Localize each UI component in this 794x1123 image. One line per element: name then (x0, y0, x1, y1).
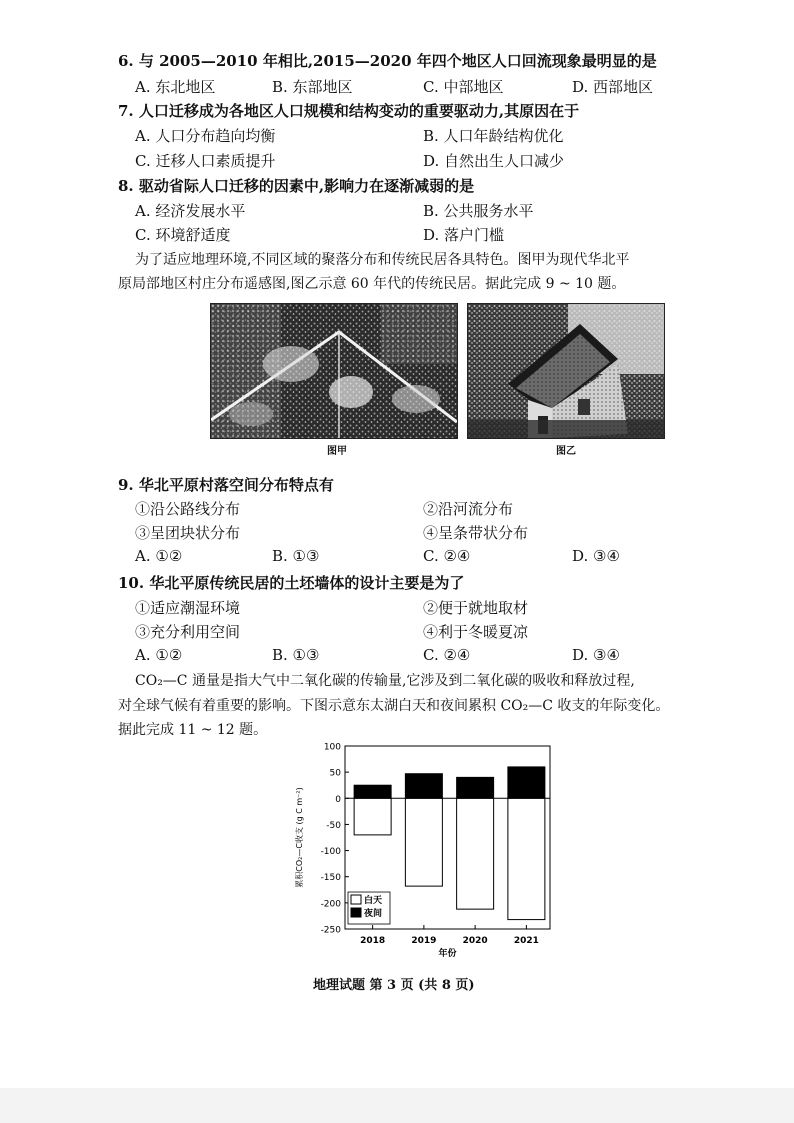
bar-夜间-2018 (354, 785, 391, 798)
figure-yi-caption: 图乙 (556, 446, 576, 457)
co2-flux-bar-chart (290, 738, 570, 970)
q10-stem: 10. 华北平原传统民居的土坯墙体的设计主要是为了 (118, 574, 465, 592)
q10-item-2: ②便于就地取材 (423, 599, 529, 617)
y-axis-label: 累积CO₂—C收支 (g C m⁻²) (295, 787, 304, 888)
q9-item-1: ①沿公路线分布 (135, 500, 241, 518)
y-tick-label: -50 (326, 820, 341, 831)
x-tick-label: 2018 (360, 936, 386, 946)
q6-option-a: A. 东北地区 (135, 78, 216, 96)
legend-swatch-白天 (351, 895, 361, 904)
q10-option-c: C. ②④ (423, 646, 471, 664)
bar-夜间-2021 (508, 767, 545, 798)
legend-label: 白天 (364, 896, 383, 907)
bar-夜间-2020 (457, 777, 494, 798)
figure-jia-caption: 图甲 (327, 446, 347, 457)
intro-11-12-line1: CO₂—C 通量是指大气中二氧化碳的传输量,它涉及到二氧化碳的吸收和释放过程, (135, 673, 635, 689)
bar-白天-2018 (354, 798, 391, 835)
q7-stem: 7. 人口迁移成为各地区人口规模和结构变动的重要驱动力,其原因在于 (118, 102, 580, 120)
q7-option-c: C. 迁移人口素质提升 (135, 152, 276, 170)
q8-option-a: A. 经济发展水平 (135, 202, 246, 220)
x-tick-label: 2020 (462, 936, 488, 946)
legend-swatch-夜间 (351, 908, 361, 917)
intro-9-10-line2: 原局部地区村庄分布遥感图,图乙示意 60 年代的传统民居。据此完成 9 ~ 10 题。 (118, 276, 626, 292)
intro-11-12-line2: 对全球气候有着重要的影响。下图示意东太湖白天和夜间累积 CO₂—C 收支的年际变化。 (118, 698, 670, 714)
q6-option-d: D. 西部地区 (572, 78, 654, 96)
q10-option-a: A. ①② (135, 646, 183, 664)
y-tick-label: 50 (329, 768, 341, 779)
bar-白天-2019 (405, 798, 442, 886)
q10-option-d: D. ③④ (572, 646, 620, 664)
y-tick-label: 0 (335, 794, 341, 805)
q10-item-3: ③充分利用空间 (135, 623, 241, 641)
q10-option-b: B. ①③ (272, 646, 320, 664)
bar-夜间-2019 (405, 774, 442, 799)
x-tick-label: 2019 (411, 936, 437, 946)
y-tick-label: -100 (320, 847, 341, 858)
q9-item-3: ③呈团块状分布 (135, 524, 241, 542)
y-tick-label: -200 (320, 899, 341, 910)
y-tick-label: -250 (320, 925, 341, 936)
q7-option-b: B. 人口年龄结构优化 (423, 127, 564, 145)
x-tick-label: 2021 (513, 936, 539, 946)
q9-stem: 9. 华北平原村落空间分布特点有 (118, 476, 334, 494)
q9-item-2: ②沿河流分布 (423, 500, 514, 518)
page-footer: 地理试题 第 3 页 (共 8 页) (313, 978, 475, 993)
q10-item-1: ①适应潮湿环境 (135, 599, 241, 617)
q7-option-d: D. 自然出生人口减少 (423, 152, 565, 170)
q7-option-a: A. 人口分布趋向均衡 (135, 127, 276, 145)
figure-jia-satellite-image (210, 303, 458, 439)
q9-item-4: ④呈条带状分布 (423, 524, 529, 542)
q6-option-c: C. 中部地区 (423, 78, 504, 96)
q9-option-a: A. ①② (135, 547, 183, 565)
intro-9-10-line1: 为了适应地理环境,不同区域的聚落分布和传统民居各具特色。图甲为现代华北平 (135, 252, 630, 268)
figure-yi-traditional-house-photo (467, 303, 665, 439)
q6-stem: 6. 与 2005—2010 年相比,2015—2020 年四个地区人口回流现象最明显的是 (118, 52, 657, 70)
q8-option-c: C. 环境舒适度 (135, 226, 231, 244)
q9-option-d: D. ③④ (572, 547, 620, 565)
y-tick-label: 100 (323, 742, 341, 753)
q6-option-b: B. 东部地区 (272, 78, 353, 96)
intro-11-12-line3: 据此完成 11 ~ 12 题。 (118, 722, 268, 738)
bottom-margin-band (0, 1088, 794, 1123)
legend-label: 夜间 (364, 909, 383, 920)
y-tick-label: -150 (320, 873, 341, 884)
x-axis-label: 年份 (438, 949, 457, 959)
q8-option-d: D. 落户门槛 (423, 226, 505, 244)
q8-option-b: B. 公共服务水平 (423, 202, 534, 220)
bar-白天-2021 (508, 798, 545, 919)
q8-stem: 8. 驱动省际人口迁移的因素中,影响力在逐渐减弱的是 (118, 177, 475, 195)
q10-item-4: ④利于冬暖夏凉 (423, 623, 529, 641)
bar-白天-2020 (457, 798, 494, 909)
q9-option-c: C. ②④ (423, 547, 471, 565)
q9-option-b: B. ①③ (272, 547, 320, 565)
